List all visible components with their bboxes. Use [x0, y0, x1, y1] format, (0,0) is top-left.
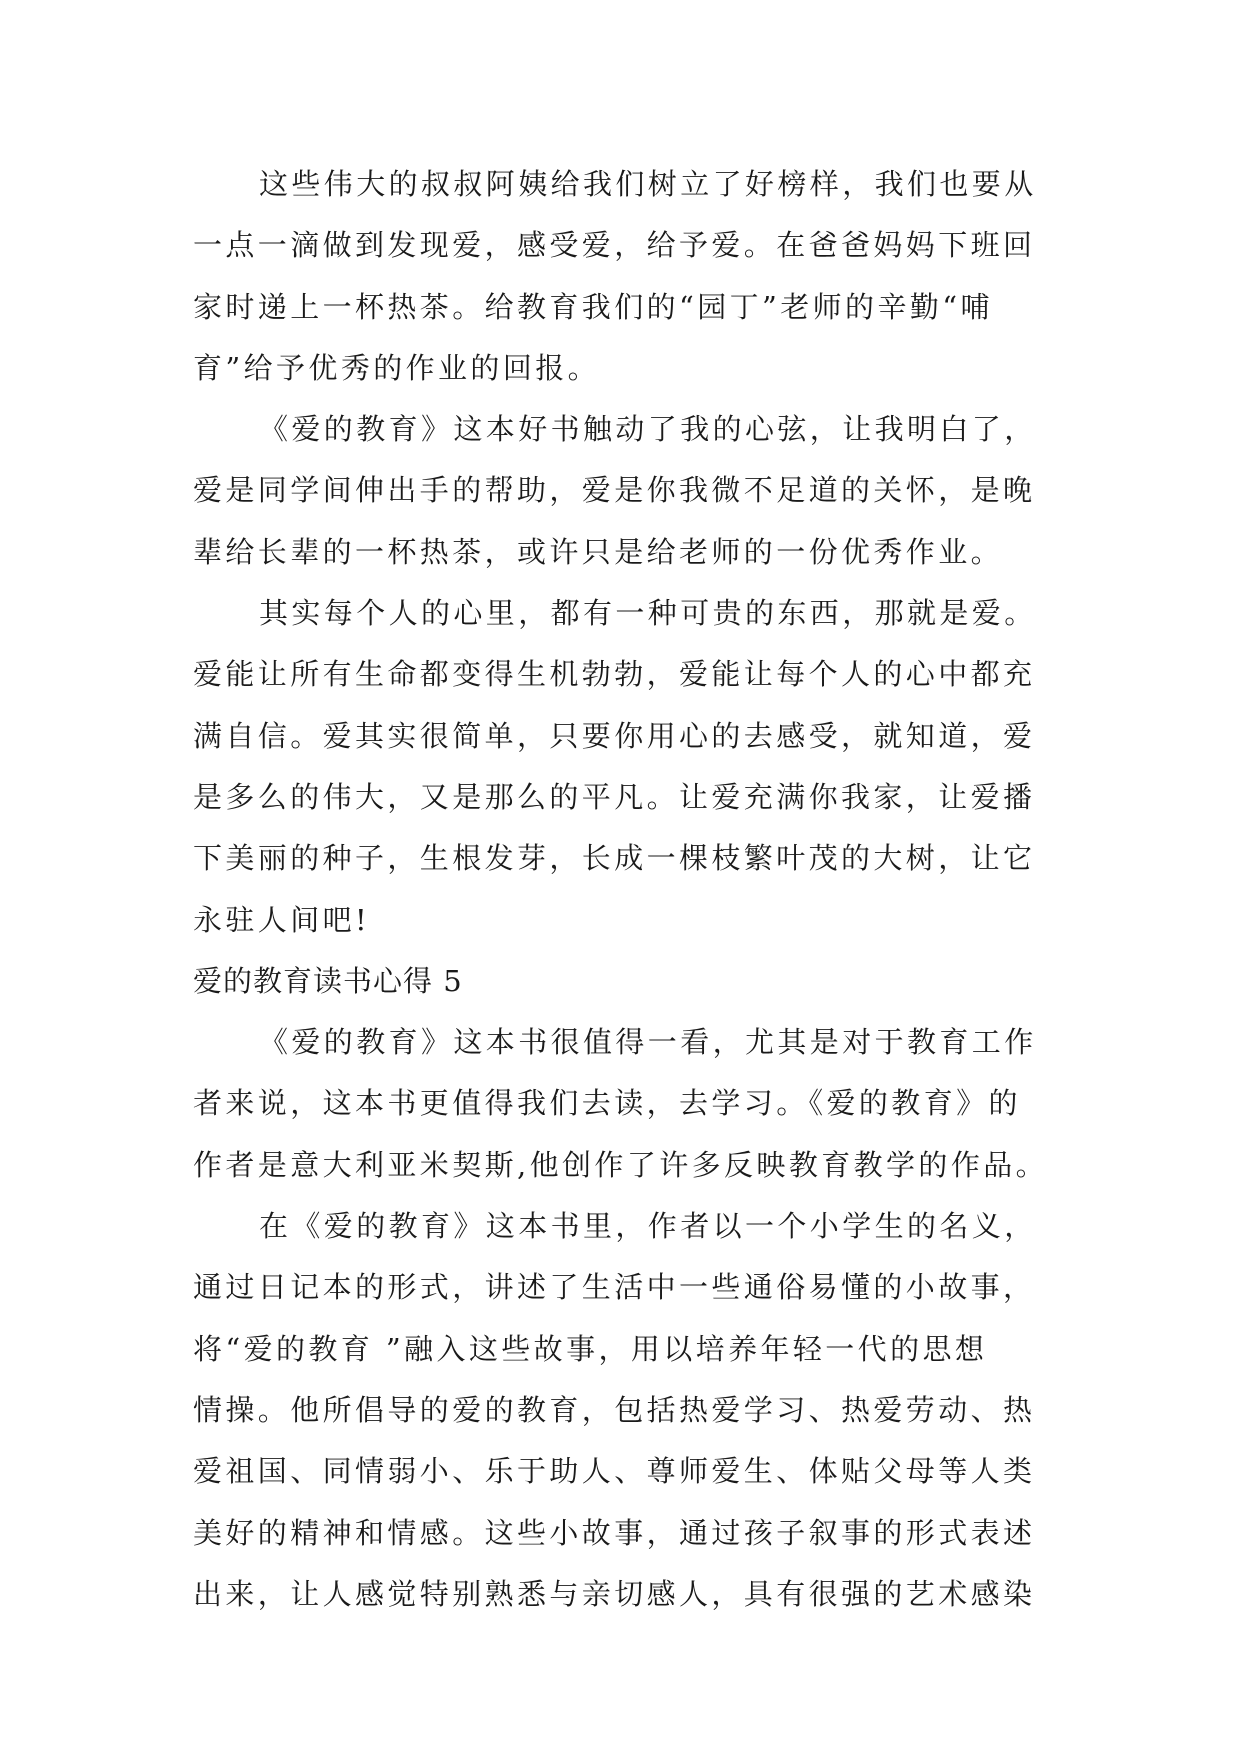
text-line: 者来说，这本书更值得我们去读，去学习。《爱的教育》的 [193, 1086, 1021, 1121]
text-line: 爱能让所有生命都变得生机勃勃，爱能让每个人的心中都充 [193, 657, 1036, 692]
text-line: 家时递上一杯热茶。给教育我们的“园丁”老师的辛勤“哺 [193, 289, 993, 324]
text-line: 一点一滴做到发现爱，感受爱，给予爱。在爸爸妈妈下班回 [193, 228, 1036, 263]
text-line: 在《爱的教育》这本书里，作者以一个小学生的名义， [259, 1209, 1037, 1244]
text-line: 《爱的教育》这本书很值得一看，尤其是对于教育工作 [259, 1025, 1037, 1060]
text-line: 将“爱的教育 ”融入这些故事，用以培养年轻一代的思想 [193, 1331, 988, 1366]
text-line: 美好的精神和情感。这些小故事，通过孩子叙事的形式表述 [193, 1515, 1036, 1550]
text-line: 爱祖国、同情弱小、乐于助人、尊师爱生、体贴父母等人类 [193, 1454, 1036, 1489]
text-line: 是多么的伟大，又是那么的平凡。让爱充满你我家，让爱播 [193, 779, 1036, 814]
text-line: 情操。他所倡导的爱的教育，包括热爱学习、热爱劳动、热 [193, 1392, 1036, 1427]
text-line: 满自信。爱其实很简单，只要你用心的去感受，就知道，爱 [193, 718, 1036, 753]
text-line: 出来，让人感觉特别熟悉与亲切感人，具有很强的艺术感染 [193, 1576, 1036, 1611]
text-line: 育”给予优秀的作业的回报。 [193, 350, 601, 385]
document-body [193, 154, 1063, 1625]
text-line: 作者是意大利亚米契斯,他创作了许多反映教育教学的作品。 [193, 1147, 1049, 1182]
text-line: 爱是同学间伸出手的帮助，爱是你我微不足道的关怀，是晚 [193, 473, 1036, 508]
text-line: 《爱的教育》这本好书触动了我的心弦，让我明白了， [259, 412, 1037, 447]
text-line: 永驻人间吧! [193, 902, 371, 937]
text-line: 通过日记本的形式，讲述了生活中一些通俗易懂的小故事， [193, 1270, 1036, 1305]
text-line: 辈给长辈的一杯热茶，或许只是给老师的一份优秀作业。 [193, 534, 1004, 569]
text-line: 下美丽的种子，生根发芽，长成一棵枝繁叶茂的大树，让它 [193, 841, 1036, 876]
text-line: 这些伟大的叔叔阿姨给我们树立了好榜样，我们也要从 [259, 167, 1037, 201]
text-line: 其实每个人的心里，都有一种可贵的东西，那就是爱。 [259, 596, 1037, 631]
section-heading: 爱的教育读书心得 5 [193, 963, 463, 998]
